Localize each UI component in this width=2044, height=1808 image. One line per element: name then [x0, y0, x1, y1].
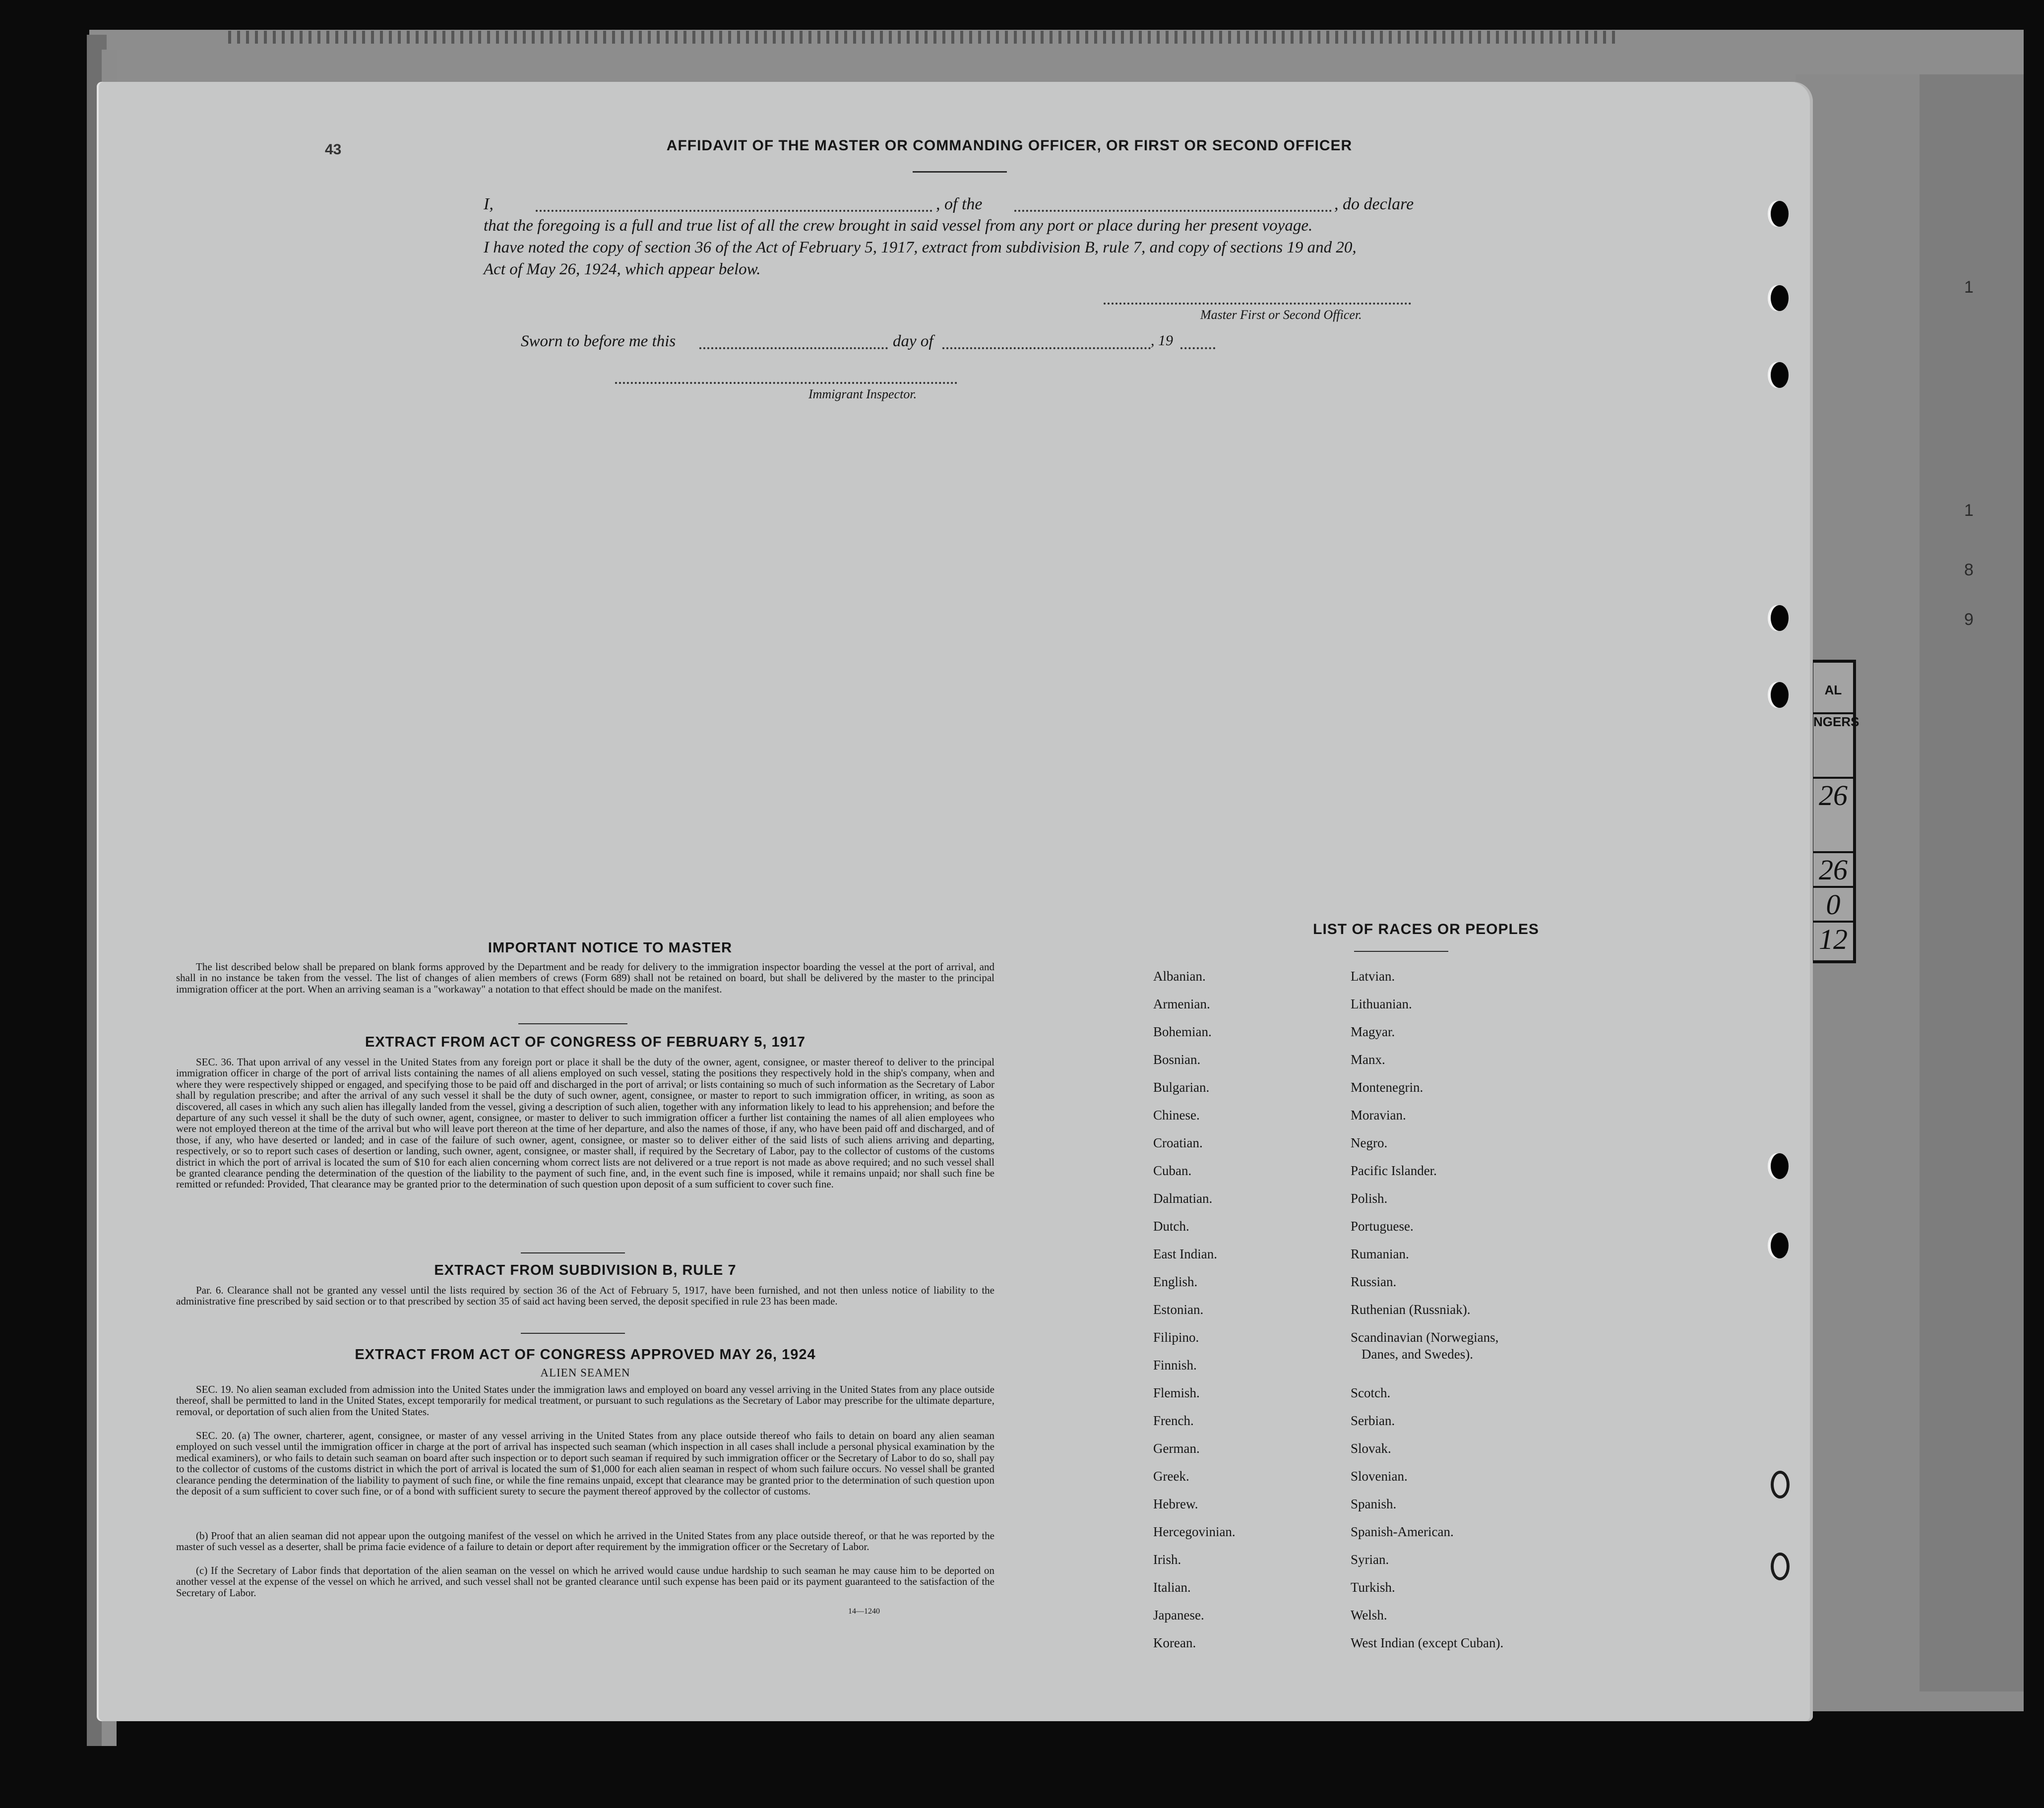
day-of-label: day of [893, 332, 933, 350]
race-item: German. [1153, 1441, 1200, 1456]
race-item: Slovak. [1351, 1441, 1391, 1456]
race-item: Bulgarian. [1153, 1080, 1210, 1095]
sworn-date-line[interactable] [699, 347, 888, 349]
punch-hole [1771, 362, 1789, 388]
affidavit-do-declare: , do declare [1334, 195, 1414, 213]
year-prefix: , 19 [1151, 332, 1173, 349]
race-item: Moravian. [1351, 1108, 1406, 1122]
race-item: Rumanian. [1351, 1247, 1409, 1261]
side-box-row-4: 12 [1813, 921, 1853, 956]
side-box-row-2: 26 [1813, 851, 1853, 886]
race-item: Japanese. [1153, 1608, 1204, 1622]
side-box-header-1: AL [1824, 683, 1842, 697]
sec20b-text: (b) Proof that an alien seaman did not appear upon the outgoing manifest of the vessel on which he arrived in the United States from any place outside thereof, or that he was reported by the master of such vessel as a deserter, shall be prima facie evidence of a failure to detain or deport after requirement by the immigration officer or the Secretary of Labor. [176, 1530, 994, 1553]
punch-hole [1771, 201, 1789, 227]
race-item: Chinese. [1153, 1108, 1200, 1122]
extract-1917-title: EXTRACT FROM ACT OF CONGRESS OF FEBRUARY 5, 1917 [365, 1034, 806, 1050]
sec19-text: SEC. 19. No alien seaman excluded from admission into the United States under the immigration laws and employed on board any vessel arriving in the United States from any place outside thereof, shall be permitted to land in the United States, except temporarily for medical treatment, or pursuant to such regulations as the Secretary of Labor may prescribe for the ultimate departure, removal, or deportation of such alien from the United States. [176, 1383, 994, 1418]
race-item: Hebrew. [1153, 1496, 1198, 1511]
section-rule [521, 1333, 625, 1334]
race-item: Bosnian. [1153, 1052, 1201, 1067]
alien-seamen-subtitle: ALIEN SEAMEN [540, 1367, 630, 1379]
race-item: Lithuanian. [1351, 997, 1412, 1011]
race-item: Irish. [1153, 1552, 1181, 1567]
rule7-text: Par. 6. Clearance shall not be granted any vessel until the lists required by section 36 of the Act of February 5, 1917, have been furnished, and not then unless notice of liability to the administrative fine prescribed by said section or to that prescribed by section 35 of said act having been served, the deposit specified in rule 23 has been made. [176, 1284, 994, 1308]
affidavit-line-2: that the foregoing is a full and true list of all the crew brought in said vessel from any port or place during her present voyage. [484, 217, 1313, 235]
race-item: Russian. [1351, 1274, 1397, 1289]
race-item: Croatian. [1153, 1135, 1203, 1150]
race-item: Welsh. [1351, 1608, 1387, 1622]
race-item: Finnish. [1153, 1358, 1197, 1372]
extract-1924-title: EXTRACT FROM ACT OF CONGRESS APPROVED MAY 26, 1924 [355, 1347, 816, 1363]
race-item: Spanish. [1351, 1496, 1397, 1511]
race-item: Serbian. [1351, 1413, 1395, 1428]
punch-hole [1771, 1471, 1790, 1498]
race-item: Turkish. [1351, 1580, 1395, 1595]
title-rule [913, 171, 1007, 173]
section-rule [518, 1023, 627, 1024]
race-item: Danes, and Swedes). [1362, 1347, 1473, 1362]
race-item: Portuguese. [1351, 1219, 1414, 1234]
race-item: Pacific Islander. [1351, 1163, 1437, 1178]
master-label: Master First or Second Officer. [1200, 308, 1362, 322]
sworn-label: Sworn to before me this [521, 332, 676, 350]
inspector-label: Immigrant Inspector. [808, 387, 917, 401]
race-item: Hercegovinian. [1153, 1524, 1236, 1539]
punch-hole [1771, 285, 1789, 311]
sworn-month-line[interactable] [942, 347, 1151, 349]
side-box-header-2: NGERS [1813, 712, 1853, 730]
rule7-title: EXTRACT FROM SUBDIVISION B, RULE 7 [434, 1262, 737, 1278]
race-item: Latvian. [1351, 969, 1395, 984]
race-item: Filipino. [1153, 1330, 1199, 1345]
punch-hole [1771, 1153, 1789, 1179]
affidavit-line-4: Act of May 26, 1924, which appear below. [484, 260, 761, 278]
underlying-sheet-text [228, 31, 1617, 44]
side-totals-box [1810, 660, 1859, 963]
sworn-year-line[interactable] [1180, 347, 1215, 349]
race-item: Estonian. [1153, 1302, 1204, 1317]
race-item: Korean. [1153, 1635, 1196, 1650]
name-line[interactable] [536, 210, 932, 212]
vessel-line[interactable] [1014, 210, 1332, 212]
race-item: Spanish-American. [1351, 1524, 1454, 1539]
race-item: West Indian (except Cuban). [1351, 1635, 1504, 1650]
race-item: Greek. [1153, 1469, 1189, 1484]
race-item: French. [1153, 1413, 1194, 1428]
affidavit-line-3: I have noted the copy of section 36 of the Act of February 5, 1917, extract from subdivision B, rule 7, and copy of sections 19 and 20, [484, 239, 1357, 256]
affidavit-of-the: , of the [936, 195, 983, 213]
punch-hole [1771, 1553, 1790, 1580]
side-box-row-1: 26 [1813, 777, 1853, 812]
race-item: Slovenian. [1351, 1469, 1408, 1484]
race-item: Scandinavian (Norwegians, [1351, 1330, 1499, 1345]
races-title: LIST OF RACES OR PEOPLES [1313, 921, 1539, 937]
race-item: Scotch. [1351, 1385, 1391, 1400]
race-item: Ruthenian (Russniak). [1351, 1302, 1471, 1317]
inspector-signature-line[interactable] [615, 382, 957, 384]
race-item: Dutch. [1153, 1219, 1189, 1234]
sec20c-text: (c) If the Secretary of Labor finds that deportation of the alien seaman on the vessel on which he arrived would cause undue hardship to such seaman he may cause him to be deported on another vessel at the expense of the vessel on which he arrived, and such vessel shall not be granted clearance until such expense has been paid or its payment guaranteed to the satisfaction of the Secretary of Labor. [176, 1564, 994, 1599]
master-signature-line[interactable] [1104, 303, 1411, 305]
section-rule [521, 1252, 625, 1253]
page-mark: 43 [325, 141, 342, 158]
punch-hole [1771, 605, 1789, 631]
race-item: Dalmatian. [1153, 1191, 1213, 1206]
races-rule [1354, 951, 1448, 952]
race-item: Manx. [1351, 1052, 1385, 1067]
notice-title: IMPORTANT NOTICE TO MASTER [488, 940, 733, 956]
document-page [97, 82, 1813, 1721]
race-item: English. [1153, 1274, 1198, 1289]
race-item: East Indian. [1153, 1247, 1217, 1261]
punch-hole [1771, 1233, 1789, 1258]
race-item: Armenian. [1153, 997, 1210, 1011]
race-item: Polish. [1351, 1191, 1388, 1206]
notice-text: The list described below shall be prepared on blank forms approved by the Department and be ready for delivery to the immigration inspector boarding the vessel at the port of arrival, and shall in no instance be taken from the vessel. The list of changes of alien members of crews (Form 689) shall not be retained on board, but shall be delivered by the master to the principal immigration officer at the port. When an arriving seaman is a "workaway" a notation to that effect should be made on the manifest. [176, 961, 994, 995]
affidavit-title: AFFIDAVIT OF THE MASTER OR COMMANDING OFFICER, OR FIRST OR SECOND OFFICER [666, 137, 1353, 154]
race-item: Montenegrin. [1351, 1080, 1424, 1095]
underlying-sheet-edge [1920, 74, 2024, 1691]
race-item: Magyar. [1351, 1024, 1395, 1039]
extract-1917-text: SEC. 36. That upon arrival of any vessel in the United States from any foreign port or place it shall be the duty of the owner, agent, consignee, or master thereof to deliver to the principal immigration officer in charge of the port of arrival lists containing the names of all aliens employed on such vessel, stating the positions they respectively hold in the ship's company, when and where they were respectively shipped or engaged, and specifying those to be paid off and discharged in the port of arrival; or lists containing so much of such information as the Secretary of Labor shall by regulation prescribe; and after the arrival of any such vessel it shall be the duty of such owner, agent, consignee, or master to report to such immigration officer, in writing, as soon as discovered, all cases in which any such alien has illegally landed from the vessel, giving a description of such alien, together with any information likely to lead to his apprehension; and before the departure of any such vessel it shall be the duty of such owner, agent, consignee, or master to deliver to such immigration officer a further list containing the names of all alien employees who were not employed thereon at the time of the arrival but who will leave port thereon at the time of her departure, and also the names of those, if any, who have been paid off and discharged, and of those, if any, who have deserted or landed; and in case of the failure of such owner, agent, consignee, or master so to deliver either of the said lists of such aliens arriving and departing, respectively, or so to report such cases of desertion or landing, such owner, agent, consignee, or master shall, if required by the Secretary of Labor, pay to the collector of customs of the customs district in which the port of arrival is located the sum of $10 for each alien concerning whom correct lists are not delivered or a true report is not made as above required; and no such vessel shall be granted clearance pending the determination of the question of the liability to the payment of such fine, and, in the event such fine is imposed, while it remains unpaid; nor shall such fine be remitted or refunded: Provided, That clearance may be granted prior to the determination of such question upon deposit of a sum sufficient to cover such fine. [176, 1056, 994, 1190]
affidavit-i: I, [484, 195, 494, 213]
race-item: Bohemian. [1153, 1024, 1212, 1039]
punch-hole [1771, 682, 1789, 708]
race-item: Flemish. [1153, 1385, 1200, 1400]
race-item: Syrian. [1351, 1552, 1389, 1567]
race-item: Cuban. [1153, 1163, 1192, 1178]
sec20a-text: SEC. 20. (a) The owner, charterer, agent, consignee, or master of any vessel arriving in the United States from any place outside thereof who fails to detain on board any alien seaman employed on such vessel until the immigration officer in charge at the port of arrival has inspected such seaman (which inspection in all cases shall include a personal physical examination by the medical examiners), or who fails to detain such seaman on board after such inspection or to deport such seaman if required by such immigration officer or the Secretary of Labor to do so, shall pay to the collector of customs of the customs district in which the port of arrival is located the sum of $1,000 for each alien seaman in respect of whom such failure occurs. No vessel shall be granted clearance pending the determination of the liability to payment of such fine, or while the fine remains unpaid, except that clearance may be granted prior to the determination of such question upon the deposit of a sum sufficient to cover such fine, or of a bond with sufficient surety to secure the payment thereof approved by the collector of customs. [176, 1430, 994, 1497]
race-item: Negro. [1351, 1135, 1388, 1150]
form-number: 14—1240 [848, 1607, 880, 1616]
race-item: Italian. [1153, 1580, 1191, 1595]
race-item: Albanian. [1153, 969, 1206, 984]
side-box-row-3: 0 [1813, 886, 1853, 921]
